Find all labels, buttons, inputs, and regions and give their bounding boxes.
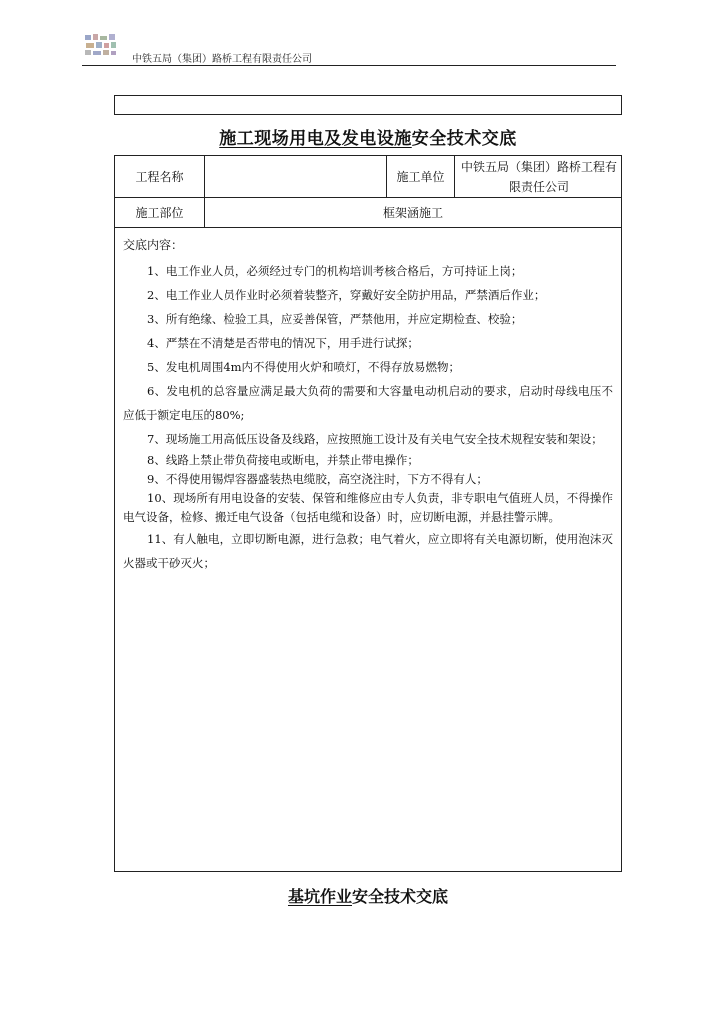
unit-label: 施工单位: [387, 156, 455, 197]
content-item-4: 4、严禁在不清楚是否带电的情况下，用手进行试探；: [147, 336, 419, 350]
content-item-5: 5、发电机周围4m内不得使用火炉和喷灯，不得存放易燃物；: [147, 360, 461, 374]
content-item-8: 8、线路上禁止带负荷接电或断电，并禁止带电操作；: [147, 453, 419, 467]
content-item-9: 9、不得使用锡焊容器盛装热电缆胶，高空浇注时，下方不得有人；: [147, 472, 488, 486]
next-title-rest: 安全技术交底: [352, 887, 449, 906]
top-blank-box: [114, 95, 622, 115]
form-row-location: [115, 198, 621, 228]
header-company-name: 中铁五局（集团）路桥工程有限责任公司: [132, 54, 312, 65]
document-title-underlined: 施工现场用电及发电设施: [219, 129, 412, 149]
content-item-11: 11、有人触电，立即切断电源，进行急救；电气着火，应立即将有关电源切断，使用泡沫灭火器或干砂灭火；: [123, 532, 613, 570]
header-divider: [82, 65, 616, 66]
content-item-2: 2、电工作业人员作业时必须着装整齐，穿戴好安全防护用品，严禁酒后作业；: [147, 288, 546, 302]
content-item-6: 6、发电机的总容量应满足最大负荷的需要和大容量电动机启动的要求，启动时母线电压不应低于额定电压的80%;: [123, 384, 613, 422]
disclosure-form: [114, 155, 622, 872]
location-label: 施工部位: [115, 198, 205, 227]
location-value: 框架涵施工: [382, 206, 443, 220]
project-name-label: 工程名称: [115, 156, 205, 197]
project-name-value: [205, 156, 387, 197]
content-item-3: 3、所有绝缘、检验工具，应妥善保管，严禁他用，并应定期检查、校验；: [147, 312, 523, 326]
disclosure-content: [115, 228, 621, 575]
content-item-7: 7、现场施工用高低压设备及线路，应按照施工设计及有关电气安全技术规程安装和架设；: [147, 432, 603, 446]
form-row-project: [115, 156, 621, 198]
company-logo-icon: [84, 33, 118, 57]
unit-value: 中铁五局（集团）路桥工程有限责任公司: [460, 159, 617, 194]
content-item-10: 10、现场所有用电设备的安装、保管和维修应由专人负责，非专职电气值班人员，不得操作电气设备，检修、搬迁电气设备（包括电缆和设备）时，应切断电源，并悬挂警示牌。: [123, 491, 613, 524]
content-item-1: 1、电工作业人员，必须经过专门的机构培训考核合格后，方可持证上岗；: [147, 264, 523, 278]
document-title: [114, 124, 622, 149]
next-title-underlined: 基坑作业: [287, 887, 352, 906]
next-document-title: [114, 884, 622, 907]
content-label: 交底内容：: [123, 238, 184, 252]
document-title-rest: 安全技术交底: [411, 129, 517, 149]
